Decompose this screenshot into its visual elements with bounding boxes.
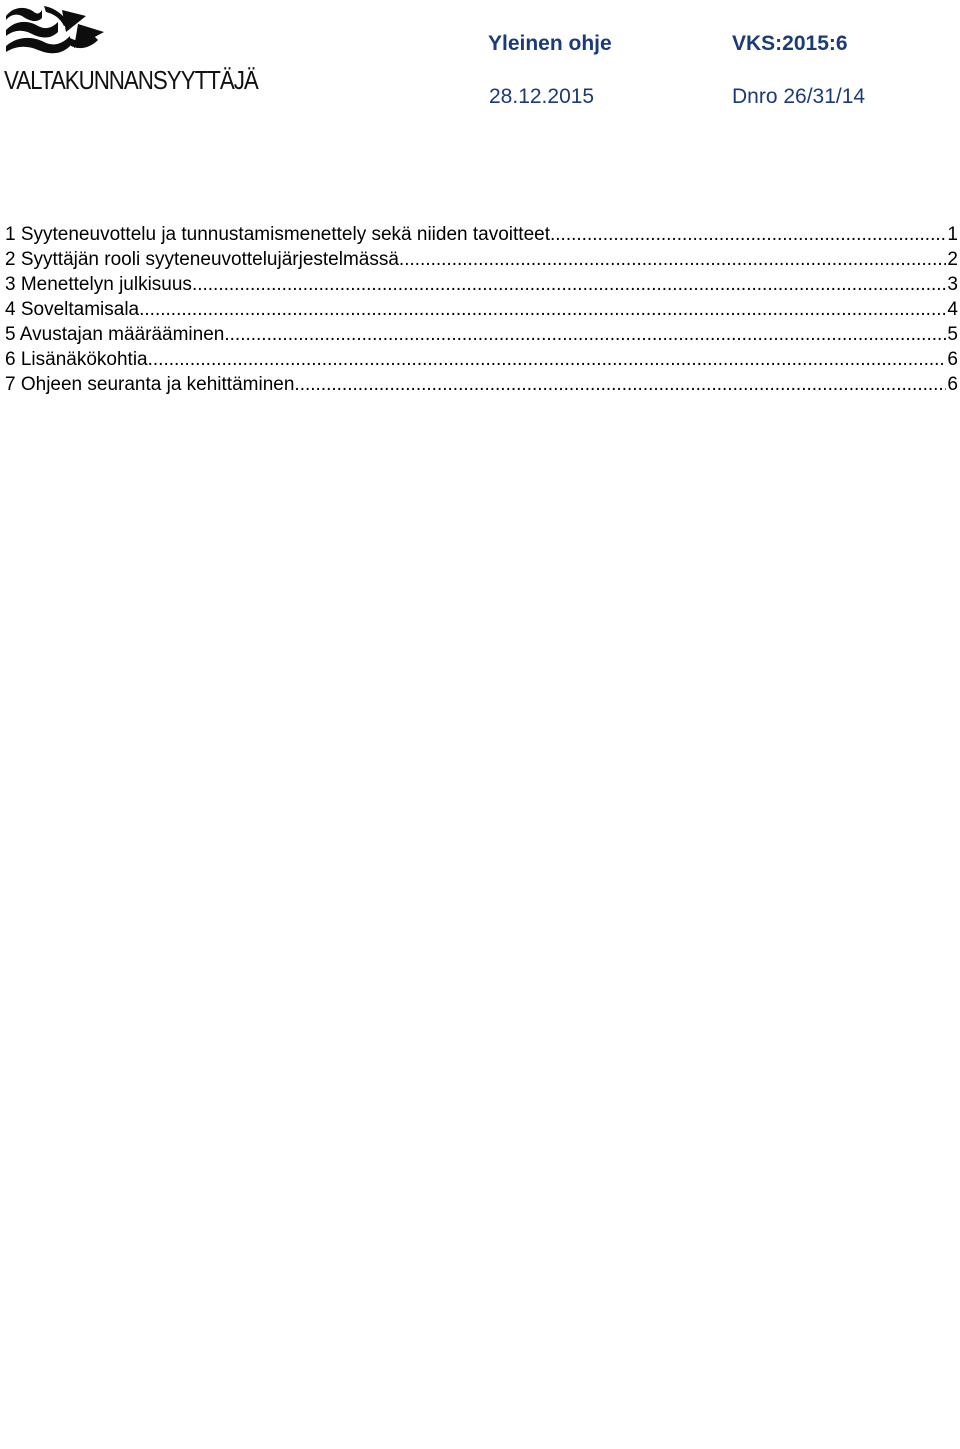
toc-leader-dots — [294, 372, 946, 397]
wave-emblem-icon — [4, 2, 114, 62]
toc-entry[interactable] — [5, 272, 958, 297]
toc-entry-page: 6 — [947, 374, 958, 395]
toc-entry-title: 7 Ohjeen seuranta ja kehittäminen — [5, 374, 295, 395]
toc-leader-dots — [550, 222, 946, 247]
toc-entry[interactable] — [5, 247, 958, 272]
toc-entry-page: 6 — [947, 349, 958, 370]
organization-name: VALTAKUNNANSYYTTÄJÄ — [4, 65, 258, 95]
document-record-number: Dnro 26/31/14 — [732, 85, 866, 108]
toc-entry-page: 4 — [947, 299, 958, 320]
document-date: 28.12.2015 — [489, 85, 595, 108]
document-type: Yleinen ohje — [488, 32, 612, 55]
toc-leader-dots — [224, 322, 946, 347]
toc-entry-title: 6 Lisänäkökohtia — [5, 349, 148, 370]
table-of-contents — [5, 222, 958, 397]
toc-leader-dots — [192, 272, 946, 297]
toc-leader-dots — [139, 297, 946, 322]
toc-entry[interactable] — [5, 297, 958, 322]
toc-leader-dots — [399, 247, 947, 272]
toc-entry-page: 2 — [947, 249, 958, 270]
toc-entry[interactable] — [5, 347, 958, 372]
toc-leader-dots — [148, 347, 947, 372]
toc-entry-title: 5 Avustajan määrääminen — [5, 324, 225, 345]
toc-entry-page: 5 — [947, 324, 958, 345]
toc-entry[interactable] — [5, 222, 958, 247]
document-code: VKS:2015:6 — [732, 32, 848, 55]
toc-entry-title: 4 Soveltamisala — [5, 299, 140, 320]
toc-entry-title: 2 Syyttäjän rooli syyteneuvottelujärjestelmässä — [5, 249, 399, 270]
toc-entry-title: 1 Syyteneuvottelu ja tunnustamismenettely sekä niiden tavoitteet — [5, 224, 550, 245]
toc-entry[interactable] — [5, 322, 958, 347]
toc-entry-title: 3 Menettelyn julkisuus — [5, 274, 192, 295]
organization-logo — [4, 2, 258, 100]
toc-entry-page: 1 — [947, 224, 958, 245]
toc-entry[interactable] — [5, 372, 958, 397]
toc-entry-page: 3 — [947, 274, 958, 295]
